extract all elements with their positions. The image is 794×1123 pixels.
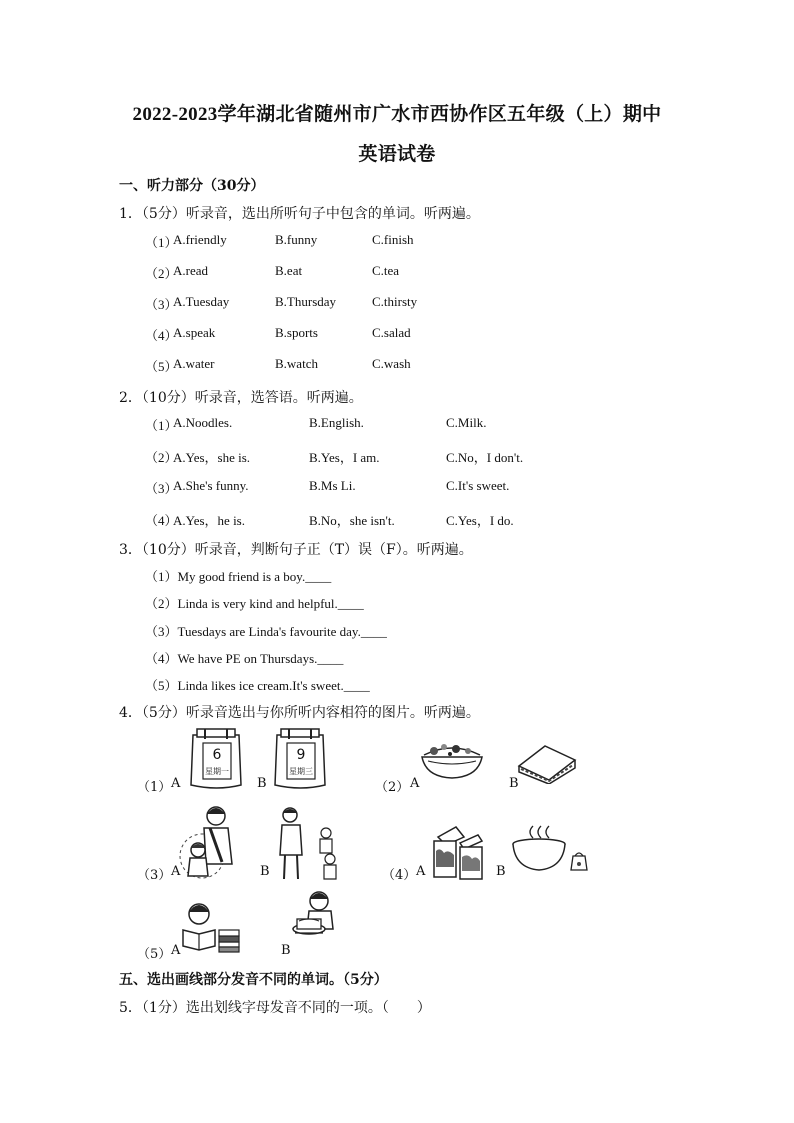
option-number: （4） bbox=[145, 328, 178, 343]
section-pronunciation-heading: 五、选出画线部分发音不同的单词。（5分） bbox=[119, 972, 388, 988]
mother-and-child-image bbox=[176, 802, 240, 882]
option-c: C.salad bbox=[372, 325, 411, 340]
picture-label-a: A bbox=[416, 864, 426, 879]
calendar-number: 9 bbox=[296, 747, 306, 763]
option-number: （2） bbox=[145, 450, 178, 465]
option-c: C.Yes，I do. bbox=[446, 513, 514, 528]
option-c: C.tea bbox=[372, 263, 400, 278]
question-4-stem: 4．（5分）听录音选出与你所听内容相符的图片。听两遍。 bbox=[119, 705, 480, 721]
option-number: （2） bbox=[145, 266, 178, 281]
salad-bowl-image bbox=[418, 737, 486, 781]
statement-item: （5）Linda likes ice cream.It's sweet.____ bbox=[145, 678, 370, 693]
option-number: （4） bbox=[145, 513, 178, 528]
father-and-children-image bbox=[274, 805, 344, 883]
option-a: A.speak bbox=[173, 325, 216, 340]
picture-label-a: A bbox=[410, 776, 420, 791]
option-c: C.finish bbox=[372, 232, 414, 247]
calendar-monday-image bbox=[187, 725, 245, 791]
option-b: B.sports bbox=[275, 325, 318, 340]
option-c: C.thirsty bbox=[372, 294, 418, 309]
calendar-weekday: 星期三 bbox=[289, 767, 313, 776]
option-b: B.No，she isn't. bbox=[309, 513, 395, 528]
option-a: A.Yes，he is. bbox=[173, 513, 245, 528]
picture-label-a: A bbox=[171, 943, 181, 958]
statement-item: （4）We have PE on Thursdays.____ bbox=[145, 651, 344, 666]
option-number: （1） bbox=[145, 235, 178, 250]
statement-item: （3）Tuesdays are Linda's favourite day.____ bbox=[145, 624, 387, 639]
calendar-weekday: 星期一 bbox=[205, 767, 229, 776]
picture-label-a: A bbox=[171, 864, 181, 879]
option-a: A.Noodles. bbox=[173, 415, 233, 430]
exam-title-line1: 2022-2023学年湖北省随州市广水市西协作区五年级（上）期中 bbox=[132, 104, 662, 125]
option-a: A.water bbox=[173, 356, 215, 371]
picture-label-b: B bbox=[496, 864, 506, 879]
option-b: B.eat bbox=[275, 263, 303, 278]
option-number: （1） bbox=[145, 418, 178, 433]
option-b: B.Yes，I am. bbox=[309, 450, 380, 465]
picture-number-5: （5） bbox=[137, 947, 172, 962]
calendar-number: 6 bbox=[212, 747, 222, 763]
option-b: B.English. bbox=[309, 415, 364, 430]
option-number: （5） bbox=[145, 359, 178, 374]
option-b: B.funny bbox=[275, 232, 318, 247]
picture-number-3: （3） bbox=[137, 868, 172, 883]
question-1-stem: 1．（5分）听录音，选出所听句子中包含的单词。听两遍。 bbox=[119, 206, 480, 222]
picture-label-b: B bbox=[260, 864, 270, 879]
option-b: B.Thursday bbox=[275, 294, 337, 309]
option-b: B.Ms Li. bbox=[309, 478, 356, 493]
option-a: A.friendly bbox=[173, 232, 227, 247]
picture-label-b: B bbox=[509, 776, 519, 791]
boy-reading-books-image bbox=[179, 900, 241, 954]
option-c: C.Milk. bbox=[446, 415, 487, 430]
question-5-stem: 5．（1分）选出划线字母发音不同的一项。（ ） bbox=[119, 1000, 431, 1016]
option-number: （3） bbox=[145, 481, 178, 496]
option-c: C.wash bbox=[372, 356, 411, 371]
option-a: A.Tuesday bbox=[173, 294, 230, 309]
boy-with-cake-image bbox=[285, 889, 343, 947]
calendar-wednesday-image bbox=[271, 725, 329, 791]
option-c: C.It's sweet. bbox=[446, 478, 510, 493]
option-b: B.watch bbox=[275, 356, 318, 371]
picture-number-1: （1） bbox=[137, 780, 172, 795]
sandwich-image bbox=[515, 742, 579, 784]
statement-item: （2）Linda is very kind and helpful.____ bbox=[145, 596, 364, 611]
picture-label-b: B bbox=[281, 943, 291, 958]
picture-number-4: （4） bbox=[382, 868, 417, 883]
picture-number-2: （2） bbox=[375, 780, 410, 795]
soup-bowl-image bbox=[509, 822, 591, 874]
question-3-stem: 3．（10分）听录音，判断句子正（T）误（F）。听两遍。 bbox=[119, 542, 473, 558]
section-listening-heading: 一、听力部分（30分） bbox=[119, 178, 265, 194]
option-number: （3） bbox=[145, 297, 178, 312]
option-a: A.read bbox=[173, 263, 209, 278]
option-c: C.No，I don't. bbox=[446, 450, 524, 465]
exam-title-line2: 英语试卷 bbox=[358, 144, 436, 165]
option-a: A.She's funny. bbox=[173, 478, 249, 493]
option-a: A.Yes，she is. bbox=[173, 450, 251, 465]
statement-item: （1）My good friend is a boy.____ bbox=[145, 569, 332, 584]
picture-label-b: B bbox=[257, 776, 267, 791]
picture-label-a: A bbox=[171, 776, 181, 791]
question-2-stem: 2．（10分）听录音，选答语。听两遍。 bbox=[119, 390, 363, 406]
milk-carton-image bbox=[430, 823, 486, 881]
